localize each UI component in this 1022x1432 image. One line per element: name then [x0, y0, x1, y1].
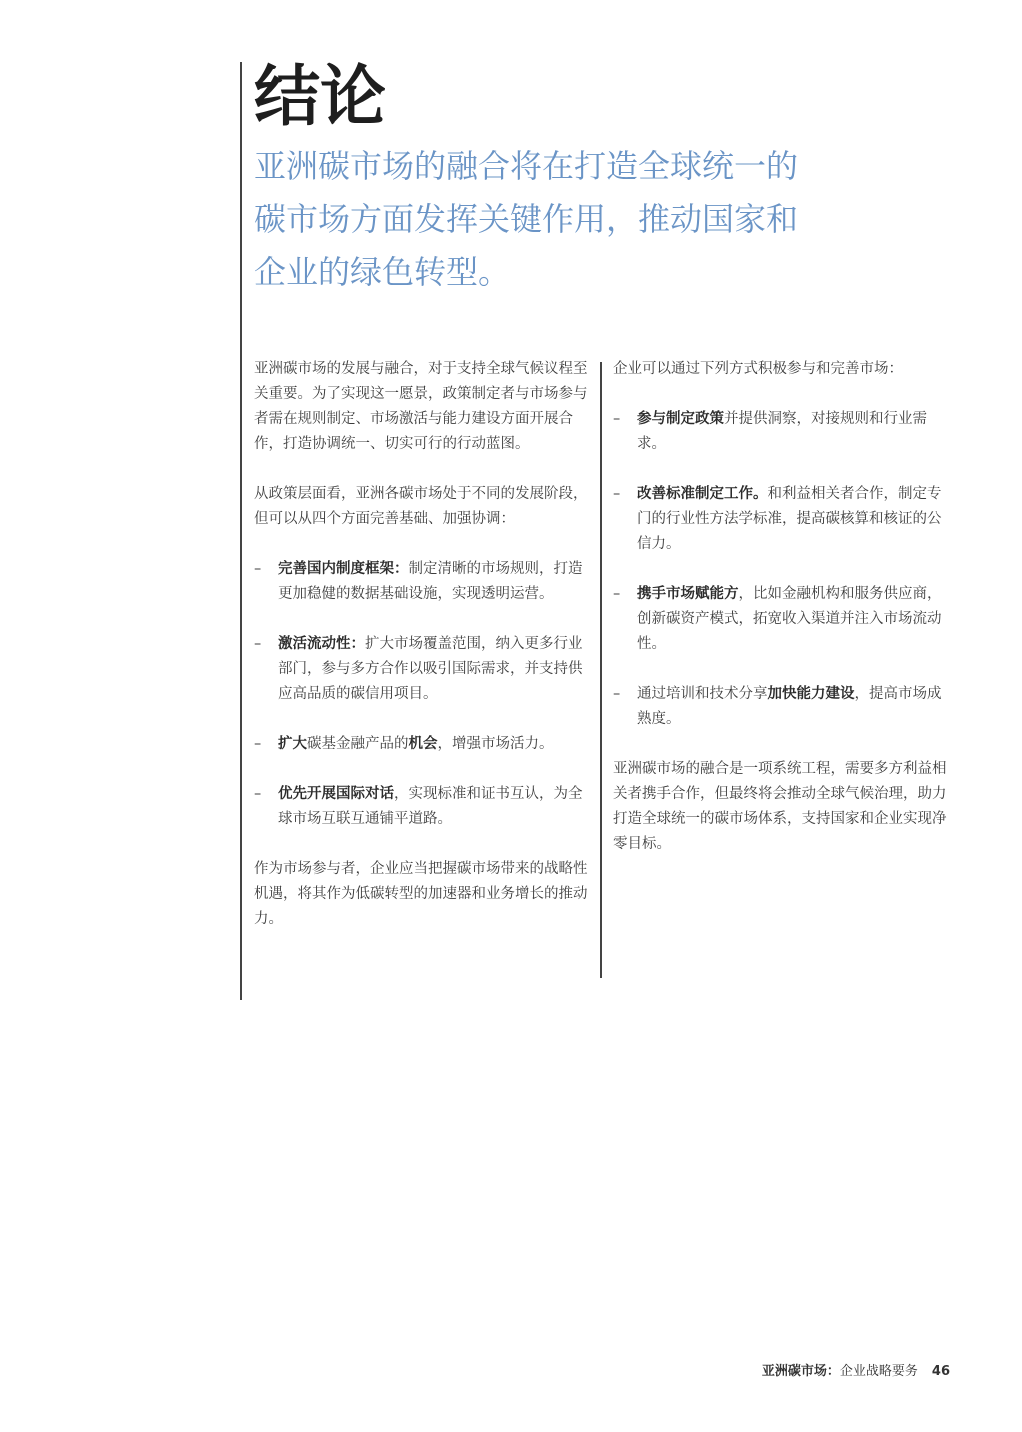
bullet-bold-text: 优先开展国际对话	[278, 786, 394, 802]
page-footer	[762, 1360, 950, 1379]
bullet-text: 制定清晰的市场规则，打造更加稳健的数据基础设施，实现透明运营。	[278, 561, 583, 602]
right-paragraph: 亚洲碳市场的融合是一项系统工程，需要多方利益相关者携手合作，但最终将会推动全球气候治理，助力打造全球统一的碳市场体系，支持国家和企业实现净零目标。	[613, 761, 947, 852]
bullet-bold-text: 参与制定政策	[637, 411, 724, 427]
bullet-bold-text: 激活流动性：	[278, 636, 365, 652]
list-item	[613, 407, 951, 457]
report-subtitle: 企业战略要务	[839, 1364, 918, 1379]
enterprise-bullet-list	[613, 407, 951, 732]
left-column	[254, 357, 592, 932]
bullet-text: 碳基金融产品的	[307, 736, 409, 752]
list-item	[254, 732, 592, 757]
left-paragraph-3: 作为市场参与者，企业应当把握碳市场带来的战略性机遇，将其作为低碳转型的加速器和业务增长的推动力。	[254, 861, 588, 927]
column-divider-rule	[600, 362, 602, 978]
bullet-text: ，实现标准和证书互认，为全球市场互联互通铺平道路。	[278, 786, 583, 827]
bullet-text: 并提供洞察，对接规则和行业需求。	[637, 411, 927, 452]
left-paragraph-1: 亚洲碳市场的发展与融合，对于支持全球气候议程至关重要。为了实现这一愿景，政策制定者与市场参与者需在规则制定、市场激活与能力建设方面开展合作，打造协调统一、切实可行的行动蓝图。	[254, 361, 588, 452]
page-subtitle: 亚洲碳市场的融合将在打造全球统一的碳市场方面发挥关键作用，推动国家和企业的绿色转型。	[254, 147, 799, 291]
list-item	[254, 557, 592, 607]
right-intro: 企业可以通过下列方式积极参与和完善市场：	[613, 361, 903, 377]
bullet-text: 通过培训和技术分享	[637, 686, 768, 702]
bullet-text: ，增强市场活力。	[437, 736, 554, 752]
bullet-bold-text: 扩大	[278, 736, 307, 752]
bullet-bold-text: 机会	[408, 736, 438, 752]
left-paragraph-2: 从政策层面看，亚洲各碳市场处于不同的发展阶段，但可以从四个方面完善基础、加强协调：	[254, 486, 588, 527]
list-item	[613, 682, 951, 732]
policy-bullet-list	[254, 557, 592, 832]
right-column	[613, 357, 951, 857]
bullet-bold-text: 完善国内制度框架：	[278, 561, 409, 577]
page-title: 结论	[254, 58, 386, 135]
bullet-bold-text: 携手市场赋能方	[637, 586, 739, 602]
list-item	[254, 632, 592, 707]
bullet-text: ，比如金融机构和服务供应商，创新碳资产模式，拓宽收入渠道并注入市场流动性。	[637, 586, 942, 652]
left-vertical-rule	[240, 62, 242, 1000]
bullet-bold-text: 改善标准制定工作。	[637, 486, 768, 502]
page-number: 46	[931, 1364, 950, 1379]
list-item	[254, 782, 592, 832]
bullet-text: ，提高市场成熟度。	[637, 686, 942, 727]
list-item	[613, 582, 951, 657]
list-item	[613, 482, 951, 557]
bullet-text: 和利益相关者合作，制定专门的行业性方法学标准，提高碳核算和核证的公信力。	[637, 486, 942, 552]
bullet-text: 扩大市场覆盖范围，纳入更多行业部门，参与多方合作以吸引国际需求，并支持供应高品质的碳信用项目。	[278, 636, 583, 702]
bullet-bold-text: 加快能力建设	[767, 686, 855, 702]
report-name: 亚洲碳市场：	[761, 1364, 840, 1379]
